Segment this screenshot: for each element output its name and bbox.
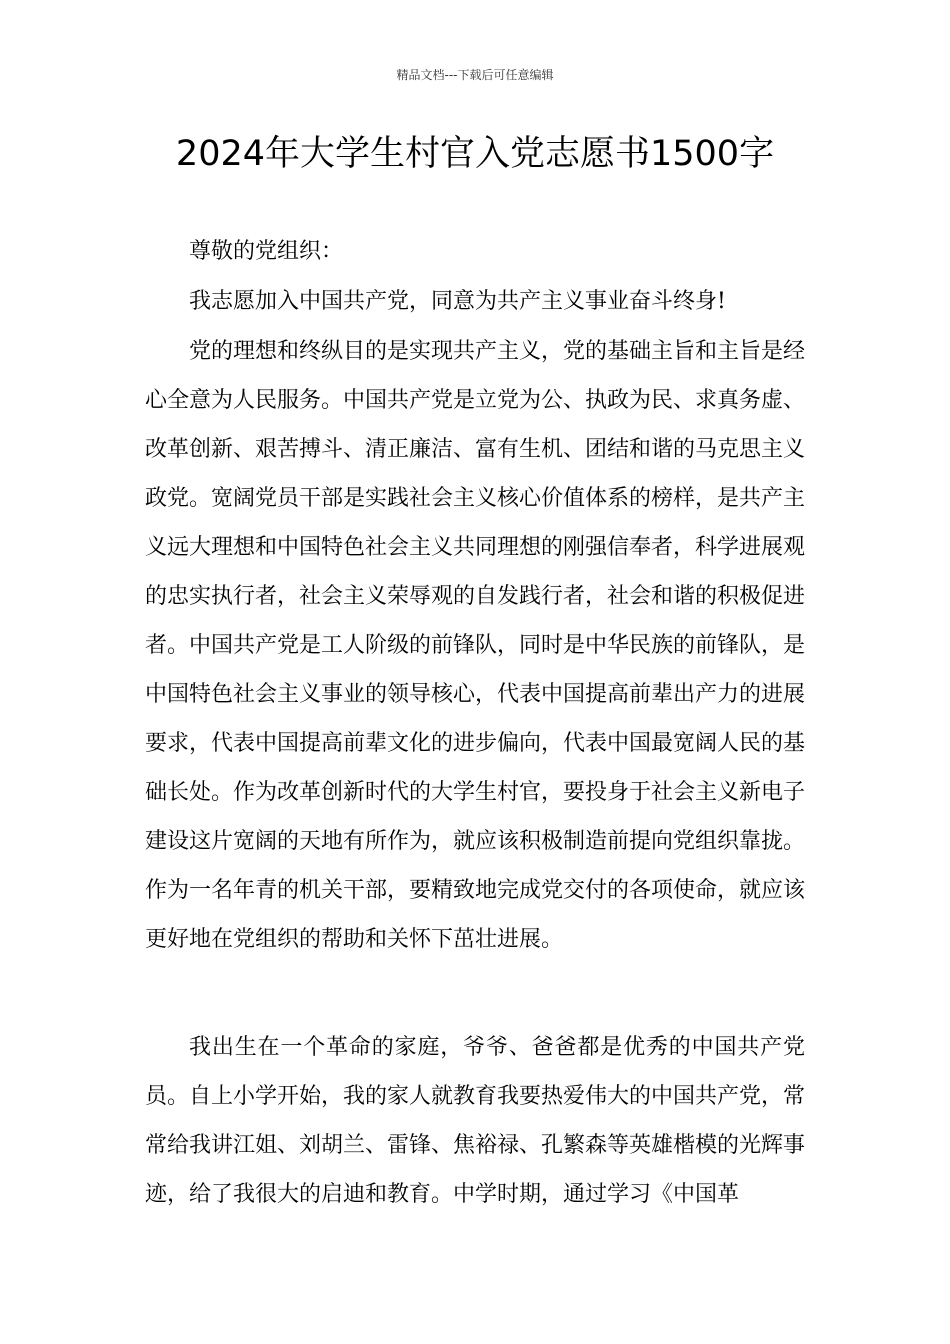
party-ideal-paragraph: 党的理想和终纵目的是实现共产主义，党的基础主旨和主旨是经心全意为人民服务。中国共产党是立党为公、执政为民、求真务虚、改革创新、艰苦搏斗、清正廉洁、富有生机、团结和谐的马克思主义政党。宽阔党员干部是实践社会主义核心价值体系的榜样，是共产主义远大理想和中国特色社会主义共同理想的刚强信奉者，科学进展观的忠实执行者，社会主义荣辱观的自发践行者，社会和谐的积极促进者。中国共产党是工人阶级的前锋队，同时是中华民族的前锋队，是中国特色社会主义事业的领导核心，代表中国提高前辈出产力的进展要求，代表中国提高前辈文化的进步偏向，代表中国最宽阔人民的基础长处。作为改革创新时代的大学生村官，要投身于社会主义新电子建设这片宽阔的天地有所作为，就应该积极制造前提向党组织靠拢。作为一名年青的机关干部，要精致地完成党交付的各项使命，就应该更好地在党组织的帮助和关怀下茁壮进展。 bbox=[145, 339, 806, 952]
salutation-paragraph: 尊敬的党组织： bbox=[189, 239, 344, 264]
page-header-note: 精品文档---下载后可任意编辑 bbox=[396, 68, 554, 82]
pledge-paragraph: 我志愿加入中国共产党，同意为共产主义事业奋斗终身! bbox=[189, 289, 726, 314]
document-title: 2024年大学生村官入党志愿书1500字 bbox=[175, 134, 775, 174]
family-background-paragraph: 我出生在一个革命的家庭，爷爷、爸爸都是优秀的中国共产党员。自上小学开始，我的家人就教育我要热爱伟大的中国共产党，常常给我讲江姐、刘胡兰、雷锋、焦裕禄、孔繁森等英雄楷模的光辉事迹，给了我很大的启迪和教育。中学时期，通过学习《中国革 bbox=[145, 1035, 806, 1207]
